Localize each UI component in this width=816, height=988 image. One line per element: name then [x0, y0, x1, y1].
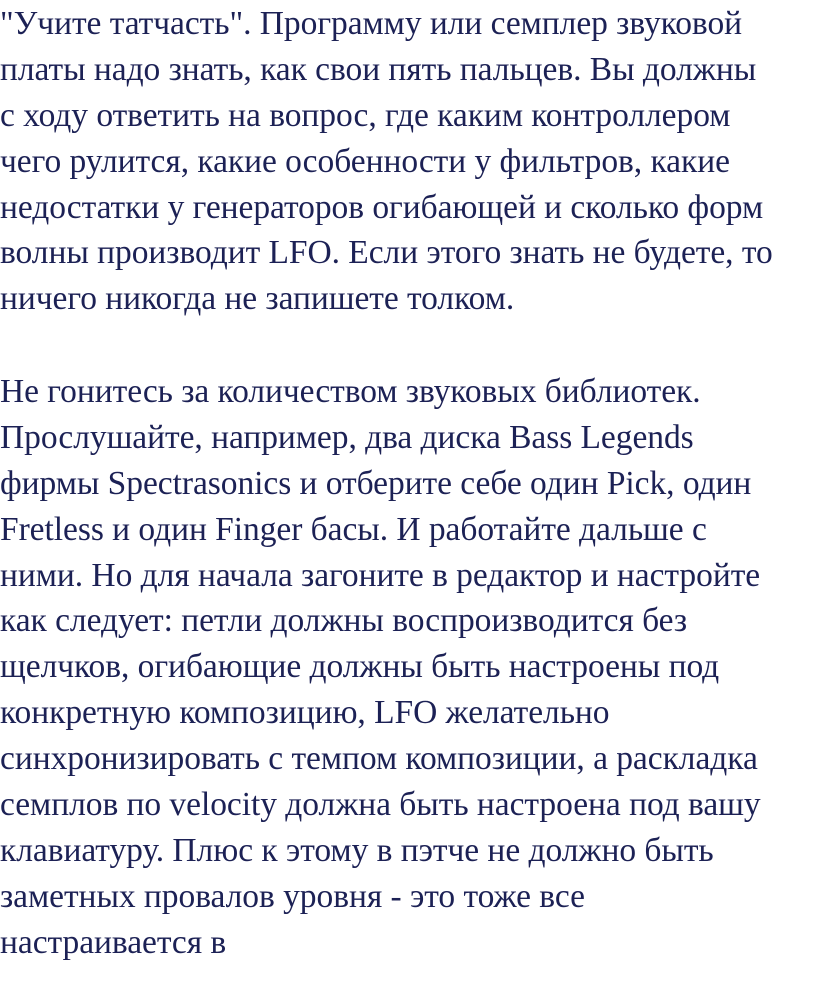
text-line: конкретную композицию, LFO желательно [0, 694, 610, 732]
text-line: как следует: петли должны воспроизводится без [0, 602, 688, 640]
text-line: щелчков, огибающие должны быть настроены под [0, 648, 720, 686]
text-line: настраивается в [0, 923, 227, 961]
text-line: ними. Но для начала загоните в редактор и настройте [0, 556, 761, 594]
text-line: чего рулится, какие особенности у фильтров, какие [0, 142, 730, 180]
text-line: синхронизировать с темпом композиции, а раскладка [0, 740, 758, 778]
text-line: недостатки у генераторов огибающей и сколько форм [0, 188, 764, 226]
paragraph-hardware-knowledge [0, 1, 816, 322]
text-line: ничего никогда не запишете толком. [0, 280, 515, 318]
text-line: с ходу ответить на вопрос, где каким контроллером [0, 96, 731, 134]
text-line: платы надо знать, как свои пять пальцев. Вы должны [0, 50, 757, 88]
text-line: клавиатуру. Плюс к этому в пэтче не должно быть [0, 831, 714, 869]
text-line: Прослушайте, например, два диска Bass Legends [0, 418, 694, 456]
paragraph-sound-libraries [0, 369, 816, 966]
text-line: Не гонитесь за количеством звуковых библиотек. [0, 373, 701, 410]
text-line: волны производит LFO. Если этого знать не будете, то [0, 234, 773, 272]
text-line: фирмы Spectrasonics и отберите себе один Pick, один [0, 464, 752, 502]
text-line: семплов по velocity должна быть настроена под вашу [0, 786, 761, 824]
text-line: Fretless и один Finger басы. И работайте дальше с [0, 510, 707, 548]
text-line: "Учите татчасть". Программу или семплер звуковой [0, 5, 743, 42]
text-line: заметных провалов уровня - это тоже все [0, 877, 585, 915]
